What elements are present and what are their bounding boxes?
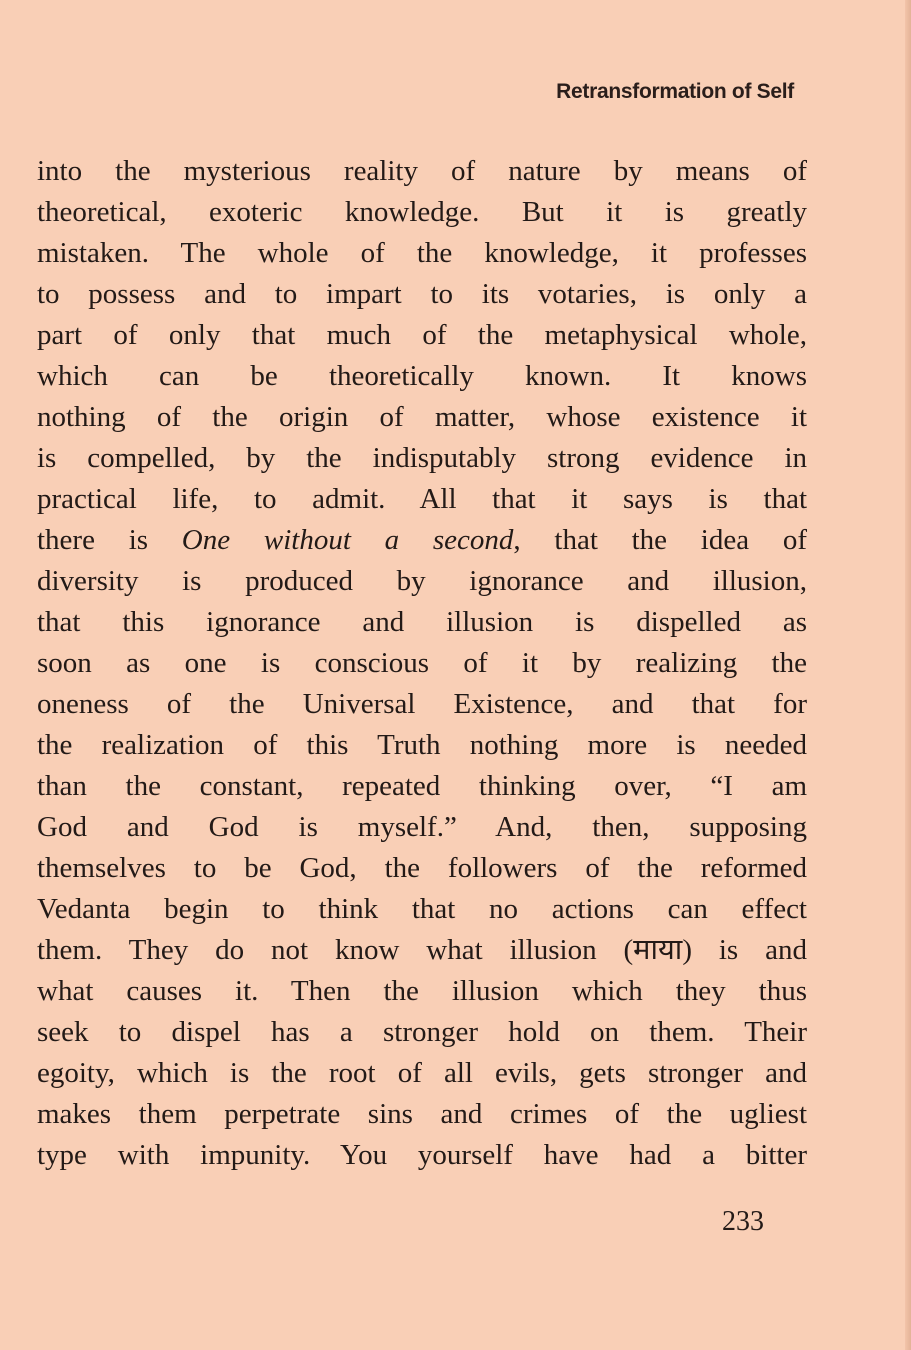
text-line: is compelled, by the indisputably strong evidence in bbox=[37, 442, 807, 474]
text-line-with-italic bbox=[37, 520, 807, 561]
text-line: seek to dispel has a stronger hold on them. Their bbox=[37, 1016, 807, 1048]
text-line: theoretical, exoteric knowledge. But it is greatly bbox=[37, 196, 807, 228]
text-line: which can be theoretically known. It knows bbox=[37, 360, 807, 392]
text-line: Vedanta begin to think that no actions can effect bbox=[37, 893, 807, 925]
text-segment: there is bbox=[37, 524, 182, 556]
text-line: that this ignorance and illusion is dispelled as bbox=[37, 606, 807, 638]
text-line: makes them perpetrate sins and crimes of the ugliest bbox=[37, 1098, 807, 1130]
text-line: God and God is myself.” And, then, supposing bbox=[37, 811, 807, 843]
text-line: than the constant, repeated thinking over, “I am bbox=[37, 770, 807, 802]
text-line: part of only that much of the metaphysical whole, bbox=[37, 319, 807, 351]
text-line: soon as one is conscious of it by realizing the bbox=[37, 647, 807, 679]
text-line: type with impunity. You yourself have had a bitter bbox=[37, 1139, 807, 1171]
text-line: practical life, to admit. All that it says is that bbox=[37, 483, 807, 515]
text-line: egoity, which is the root of all evils, gets stronger and bbox=[37, 1057, 807, 1089]
text-line: the realization of this Truth nothing more is needed bbox=[37, 729, 807, 761]
text-line: themselves to be God, the followers of the reformed bbox=[37, 852, 807, 884]
page-number: 233 bbox=[722, 1206, 764, 1237]
body-text bbox=[37, 151, 807, 1176]
text-line: into the mysterious reality of nature by means of bbox=[37, 155, 807, 187]
italic-phrase: One without a second bbox=[181, 524, 514, 556]
text-line: what causes it. Then the illusion which they thus bbox=[37, 975, 807, 1007]
text-line: oneness of the Universal Existence, and that for bbox=[37, 688, 807, 720]
text-line: nothing of the origin of matter, whose existence it bbox=[37, 401, 807, 433]
running-header: Retransformation of Self bbox=[556, 80, 794, 103]
text-line: mistaken. The whole of the knowledge, it professes bbox=[37, 237, 807, 269]
text-line: to possess and to impart to its votaries, is only a bbox=[37, 278, 807, 310]
text-line: them. They do not know what illusion (माया) is and bbox=[37, 934, 807, 966]
page-edge bbox=[905, 0, 911, 1350]
text-segment: , that the idea of bbox=[513, 524, 807, 556]
text-line: diversity is produced by ignorance and illusion, bbox=[37, 565, 807, 597]
